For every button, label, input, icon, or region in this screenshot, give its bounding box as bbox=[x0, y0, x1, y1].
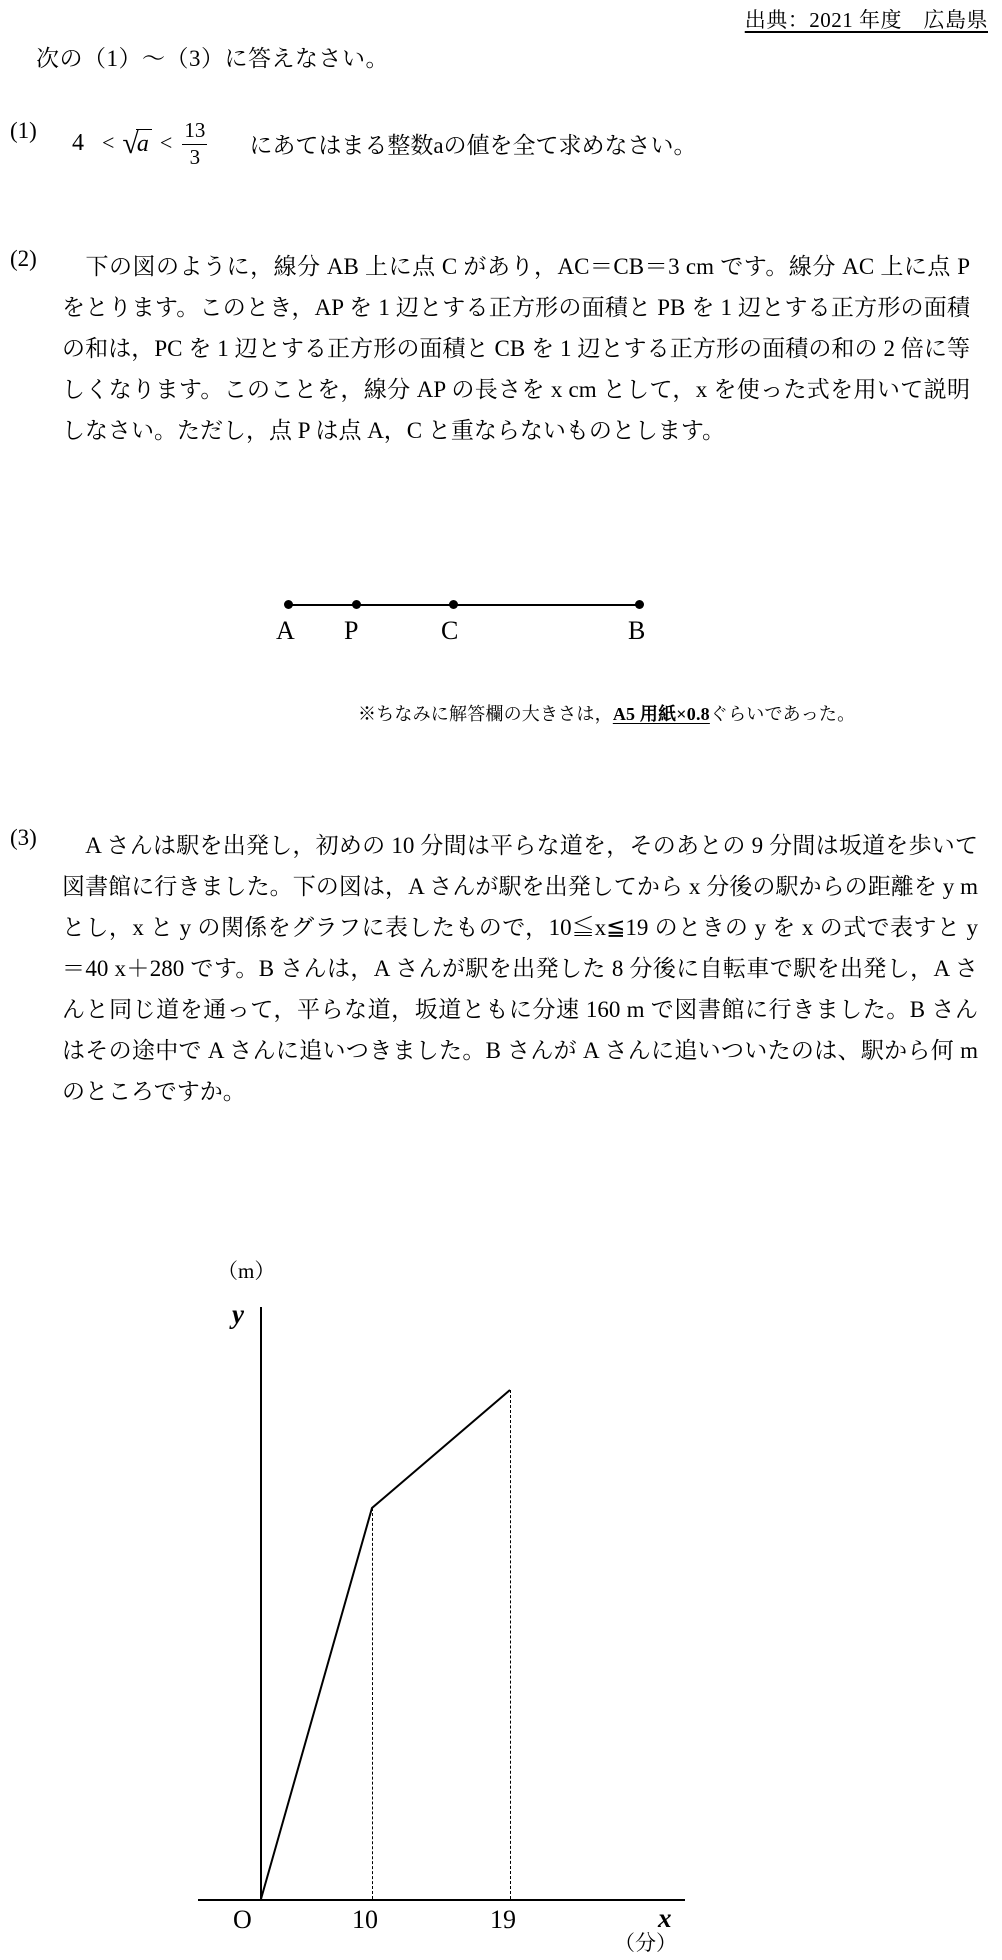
note-prefix: ※ちなみに解答欄の大きさは， bbox=[358, 704, 613, 724]
note-suffix: ぐらいであった。 bbox=[709, 704, 856, 724]
question-1-expression bbox=[72, 118, 697, 168]
segment-label-p: P bbox=[344, 616, 359, 645]
expr-less-than-2: < bbox=[159, 130, 173, 156]
lead-instruction: 次の（1）〜（3）に答えなさい。 bbox=[36, 46, 389, 71]
segment-point-p bbox=[352, 600, 361, 609]
question-2-body: 下の図のように，線分 AB 上に点 C があり，AC＝CB＝3 cm です。線分 AC 上に点 P をとります。このとき，AP を 1 辺とする正方形の面積と PB を 1 辺とする正方形の面積の和は，PC を 1 辺とする正方形の面積と CB を 1 辺とする正方形の面積の和の 2 倍に等しくなります。このことを，線分 AP の長さを x cm として，x を使った式を用いて説明しなさい。ただし，点 P は点 A，C と重ならないものとします。 bbox=[62, 254, 970, 443]
segment-label-a: A bbox=[276, 616, 295, 645]
expr-less-than-1: < bbox=[102, 130, 115, 156]
y-axis-unit-label: （m） bbox=[217, 1259, 276, 1283]
segment-point-a bbox=[284, 600, 293, 609]
expr-first-term: 4 bbox=[72, 129, 84, 156]
question-3-body: A さんは駅を出発し，初めの 10 分間は平らな道を，そのあとの 9 分間は坂道を歩いて図書館に行きました。下の図は，A さんが駅を出発してから x 分後の駅からの距離を y m とし，x と y の関係をグラフに表したもので，10≦x≦19 のときの y を x の式で表すと y＝40 x＋280 です。B さんは，A さんが駅を出発した 8 分後に自転車で駅を出発し，A さんと同じ道を通って，平らな道，坂道ともに分速 160 m で図書館に行きました。B さんはその途中で A さんに追いつきました。B さんが A さんに追いついたのは、駅から何 m のところですか。 bbox=[62, 833, 978, 1104]
radicand: a bbox=[136, 129, 152, 158]
segment-point-c bbox=[449, 600, 458, 609]
source-citation: 出典：2021 年度 広島県 bbox=[744, 8, 988, 32]
segment-line-ab bbox=[288, 604, 639, 606]
graph-plot-line bbox=[150, 1255, 710, 1955]
answer-space-note bbox=[358, 700, 855, 726]
segment-label-b: B bbox=[628, 616, 646, 645]
distance-time-graph bbox=[150, 1255, 710, 1955]
note-emphasis: A5 用紙×0.8 bbox=[612, 704, 710, 724]
origin-label: O bbox=[233, 1905, 252, 1934]
fraction-denominator: 3 bbox=[182, 144, 207, 170]
segment-figure bbox=[270, 590, 670, 660]
question-2-number: (2) bbox=[10, 246, 37, 271]
segment-label-c: C bbox=[441, 616, 459, 645]
x-tick-10: 10 bbox=[352, 1905, 378, 1934]
y-axis-label: y bbox=[232, 1299, 244, 1329]
question-3-number: (3) bbox=[10, 825, 37, 850]
fraction-13-3 bbox=[182, 119, 207, 169]
x-axis-unit-label: （分） bbox=[614, 1931, 677, 1955]
segment-point-b bbox=[635, 600, 644, 609]
question-1-number: (1) bbox=[10, 118, 37, 143]
question-1-tail-text: にあてはまる整数aの値を全て求めなさい。 bbox=[249, 132, 697, 158]
square-root-expression bbox=[122, 127, 151, 161]
radical-icon: √ bbox=[122, 127, 139, 161]
fraction-numerator: 13 bbox=[184, 118, 206, 142]
x-axis-label: x bbox=[658, 1903, 672, 1933]
x-tick-19: 19 bbox=[490, 1905, 516, 1934]
